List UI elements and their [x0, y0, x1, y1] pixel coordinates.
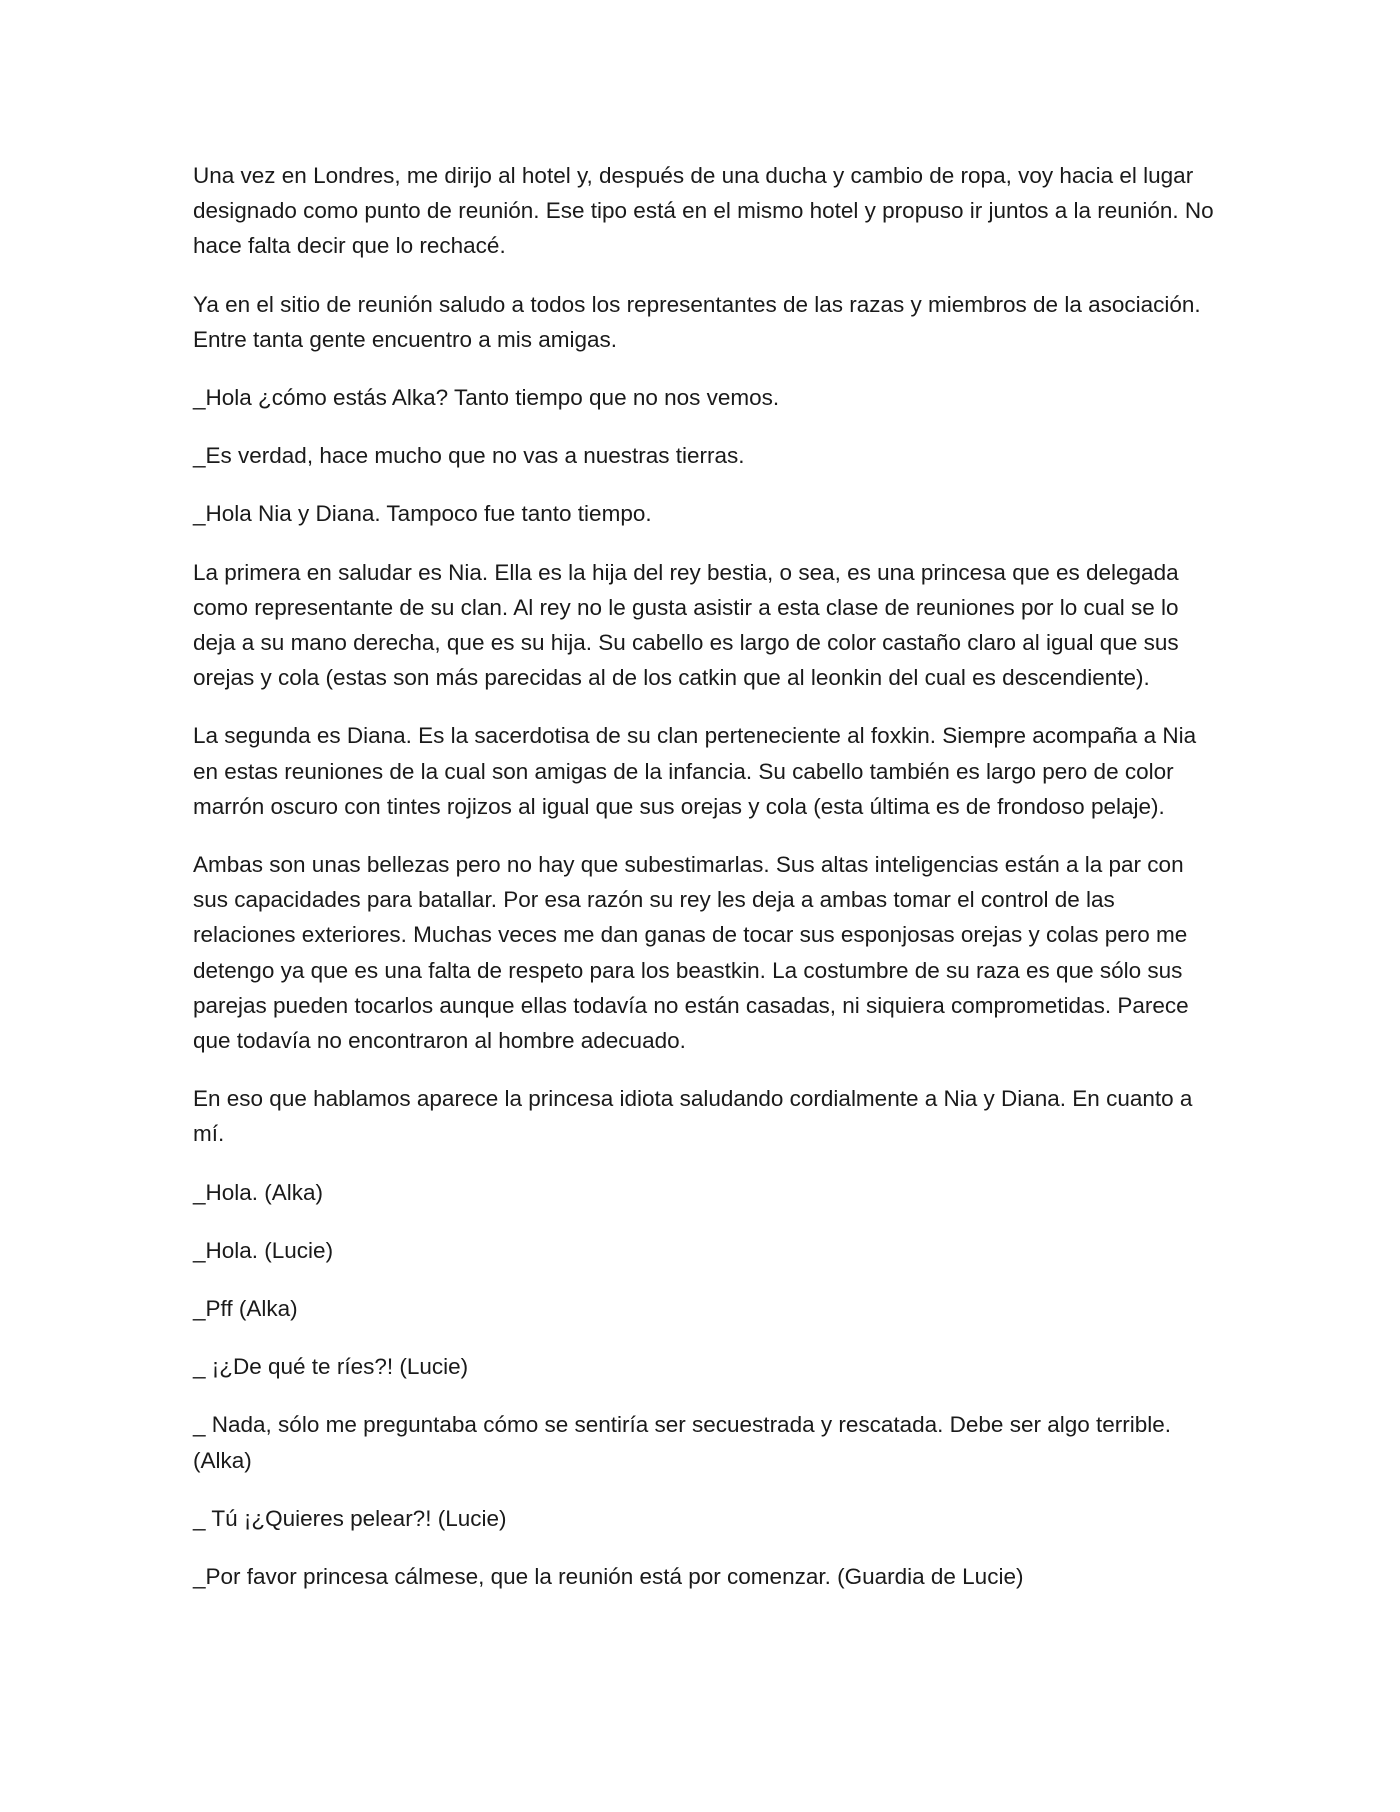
dialogue-line-10: _Por favor princesa cálmese, que la reunión está por comenzar. (Guardia de Lucie): [193, 1564, 1024, 1590]
dialogue-line-9: _ Tú ¡¿Quieres pelear?! (Lucie): [193, 1505, 507, 1531]
paragraph-both: Ambas son unas bellezas pero no hay que subestimarlas. Sus altas inteligencias están a la par con sus capacidades para batallar. Por esa razón su rey les deja a ambas tomar el control de las relaciones exteriores. Muchas veces me dan ganas de tocar sus esponjosas orejas y colas pero me detengo ya que es una falta de respeto para los beastkin. La costumbre de su raza es que sólo sus parejas pueden tocarlos aunque ellas todavía no están casadas, ni siquiera comprometidas. Parece que todavía no encontraron al hombre adecuado.: [193, 852, 1189, 1054]
dialogue-line-8: _ Nada, sólo me preguntaba cómo se sentiría ser secuestrada y rescatada. Debe ser algo terrible. (Alka): [193, 1412, 1172, 1473]
dialogue-line-2: _Es verdad, hace mucho que no vas a nuestras tierras.: [193, 443, 745, 469]
dialogue-line-4: _Hola. (Alka): [193, 1179, 324, 1205]
paragraph-2: Ya en el sitio de reunión saludo a todos los representantes de las razas y miembros de la asociación. Entre tanta gente encuentro a mis amigas.: [193, 291, 1201, 352]
dialogue-line-3: _Hola Nia y Diana. Tampoco fue tanto tiempo.: [193, 501, 652, 527]
dialogue-line-7: _ ¡¿De qué te ríes?! (Lucie): [193, 1354, 469, 1380]
paragraph-1: Una vez en Londres, me dirijo al hotel y, después de una ducha y cambio de ropa, voy hacia el lugar designado como punto de reunión. Ese tipo está en el mismo hotel y propuso ir juntos a la reunión. No hace falta decir que lo rechacé.: [193, 163, 1214, 259]
dialogue-line-1: _Hola ¿cómo estás Alka? Tanto tiempo que no nos vemos.: [193, 385, 780, 411]
paragraph-diana: La segunda es Diana. Es la sacerdotisa de su clan perteneciente al foxkin. Siempre acompaña a Nia en estas reuniones de la cual son amigas de la infancia. Su cabello también es largo pero de color marrón oscuro con tintes rojizos al igual que sus orejas y cola (esta última es de frondoso pelaje).: [193, 723, 1197, 819]
document-body: [193, 158, 1223, 1617]
paragraph-nia: La primera en saludar es Nia. Ella es la hija del rey bestia, o sea, es una princesa que es delegada como representante de su clan. Al rey no le gusta asistir a esta clase de reuniones por lo cual se lo deja a su mano derecha, que es su hija. Su cabello es largo de color castaño claro al igual que sus orejas y cola (estas son más parecidas al de los catkin que al leonkin del cual es descendiente).: [193, 559, 1179, 691]
paragraph-princess: En eso que hablamos aparece la princesa idiota saludando cordialmente a Nia y Diana. En cuanto a mí.: [193, 1086, 1193, 1147]
dialogue-line-5: _Hola. (Lucie): [193, 1237, 334, 1263]
dialogue-line-6: _Pff (Alka): [193, 1296, 298, 1322]
